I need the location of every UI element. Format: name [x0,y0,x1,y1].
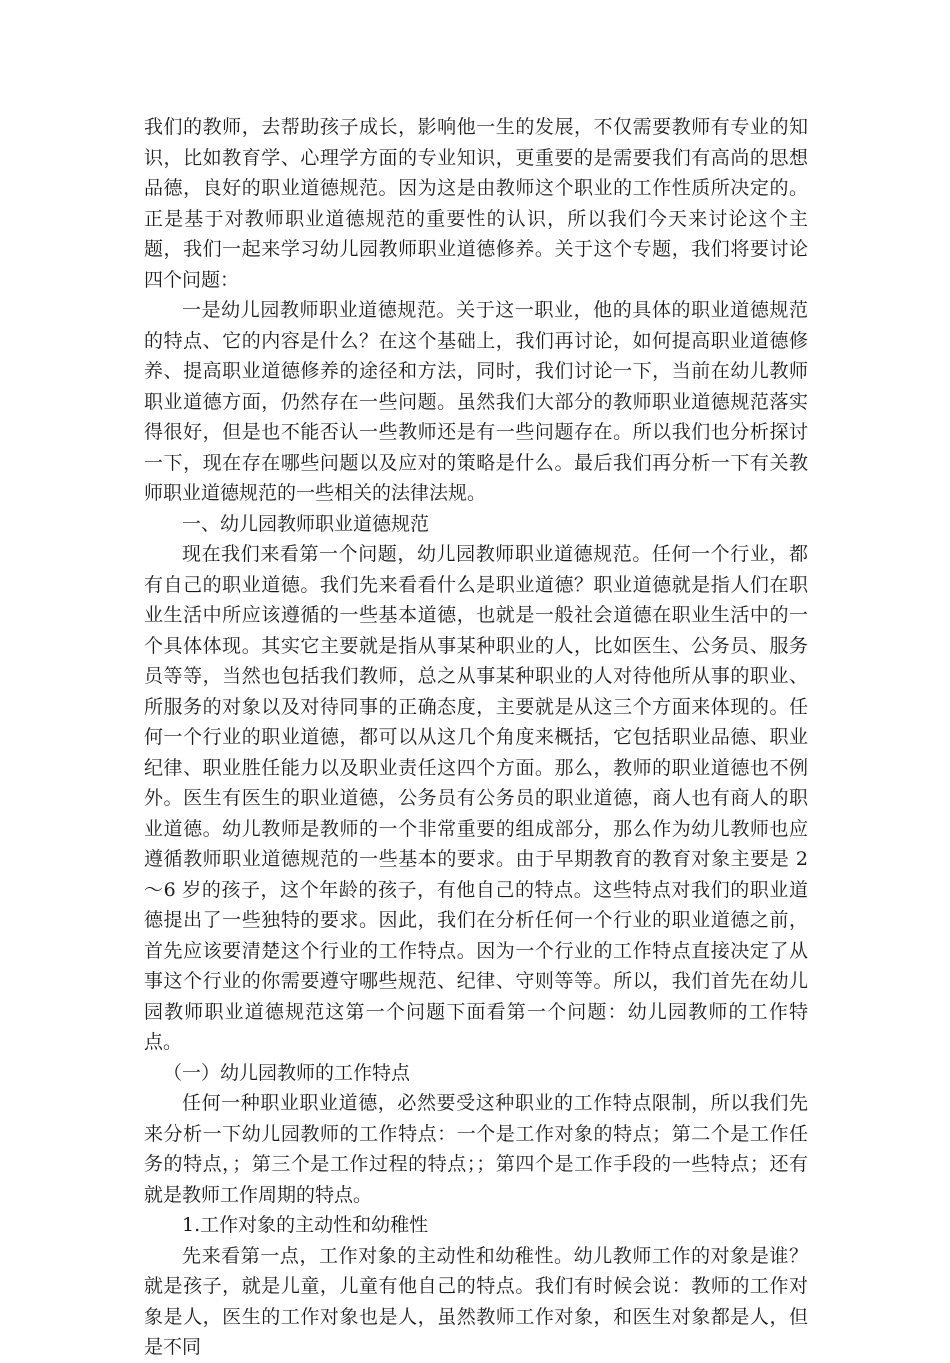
section-heading-1: 一、幼儿园教师职业道德规范 [182,512,430,535]
subsection-heading-1: （一）幼儿园教师的工作特点 [163,1061,411,1084]
paragraph-overview: 一是幼儿园教师职业道德规范。关于这一职业，他的具体的职业道德规范的特点、它的内容是什么？在这个基础上，我们再讨论，如何提高职业道德修养、提高职业道德修养的途径和方法，同时，我们讨论一下，当前在幼儿教师职业道德方面，仍然存在一些问题。虽然我们大部分的教师职业道德规范落实得很好，但是也不能否认一些教师还是有一些问题存在。所以我们也分析探讨一下，现在存在哪些问题以及应对的策略是什么。最后我们再分析一下有关教师职业道德规范的一些相关的法律法规。 [144,299,808,504]
paragraph-section-1: 现在我们来看第一个问题，幼儿园教师职业道德规范。任何一个行业，都有自己的职业道德。我们先来看看什么是职业道德？职业道德就是指人们在职业生活中所应该遵循的一些基本道德，也就是一般社会道德在职业生活中的一个具体体现。其实它主要就是指从事某种职业的人，比如医生、公务员、服务员等等，当然也包括我们教师，总之从事某种职业的人对待他所从事的职业、所服务的对象以及对待同事的正确态度，主要就是从这三个方面来体现的。任何一个行业的职业道德，都可以从这几个角度来概括，它包括职业品德、职业纪律、职业胜任能力以及职业责任这四个方面。那么，教师的职业道德也不例外。医生有医生的职业道德，公务员有公务员的职业道德，商人也有商人的职业道德。幼儿教师是教师的一个非常重要的组成部分，那么作为幼儿教师也应遵循教师职业道德规范的一些基本的要求。由于早期教育的教育对象主要是 2～6 岁的孩子，这个年龄的孩子，有他自己的特点。这些特点对我们的职业道德提出了一些独特的要求。因此，我们在分析任何一个行业的职业道德之前，首先应该要清楚这个行业的工作特点。因为一个行业的工作特点直接决定了从事这个行业的你需要遵守哪些规范、纪律、守则等等。所以，我们首先在幼儿园教师职业道德规范这第一个问题下面看第一个问题：幼儿园教师的工作特点。 [144,543,808,1053]
paragraph-intro: 我们的教师，去帮助孩子成长，影响他一生的发展，不仅需要教师有专业的知识，比如教育学、心理学方面的专业知识，更重要的是需要我们有高尚的思想品德，良好的职业道德规范。因为这是由教师这个职业的工作性质所决定的。正是基于对教师职业道德规范的重要性的认识，所以我们今天来讨论这个主题，我们一起来学习幼儿园教师职业道德修养。关于这个专题，我们将要讨论四个问题： [144,116,808,291]
document-page [144,112,808,1363]
paragraph-point-1: 先来看第一点，工作对象的主动性和幼稚性。幼儿教师工作的对象是谁？就是孩子，就是儿童，儿童有他自己的特点。我们有时候会说：教师的工作对象是人，医生的工作对象也是人，虽然教师工作对象，和医生对象都是人，但是不同 [144,1244,808,1358]
point-heading-1: 1.工作对象的主动性和幼稚性 [182,1214,429,1236]
paragraph-subsection-1: 任何一种职业职业道德，必然要受这种职业的工作特点限制，所以我们先来分析一下幼儿园教师的工作特点：一个是工作对象的特点；第二个是工作任务的特点，；第三个是工作过程的特点；；第四个是工作手段的一些特点；还有就是教师工作周期的特点。 [144,1092,808,1206]
